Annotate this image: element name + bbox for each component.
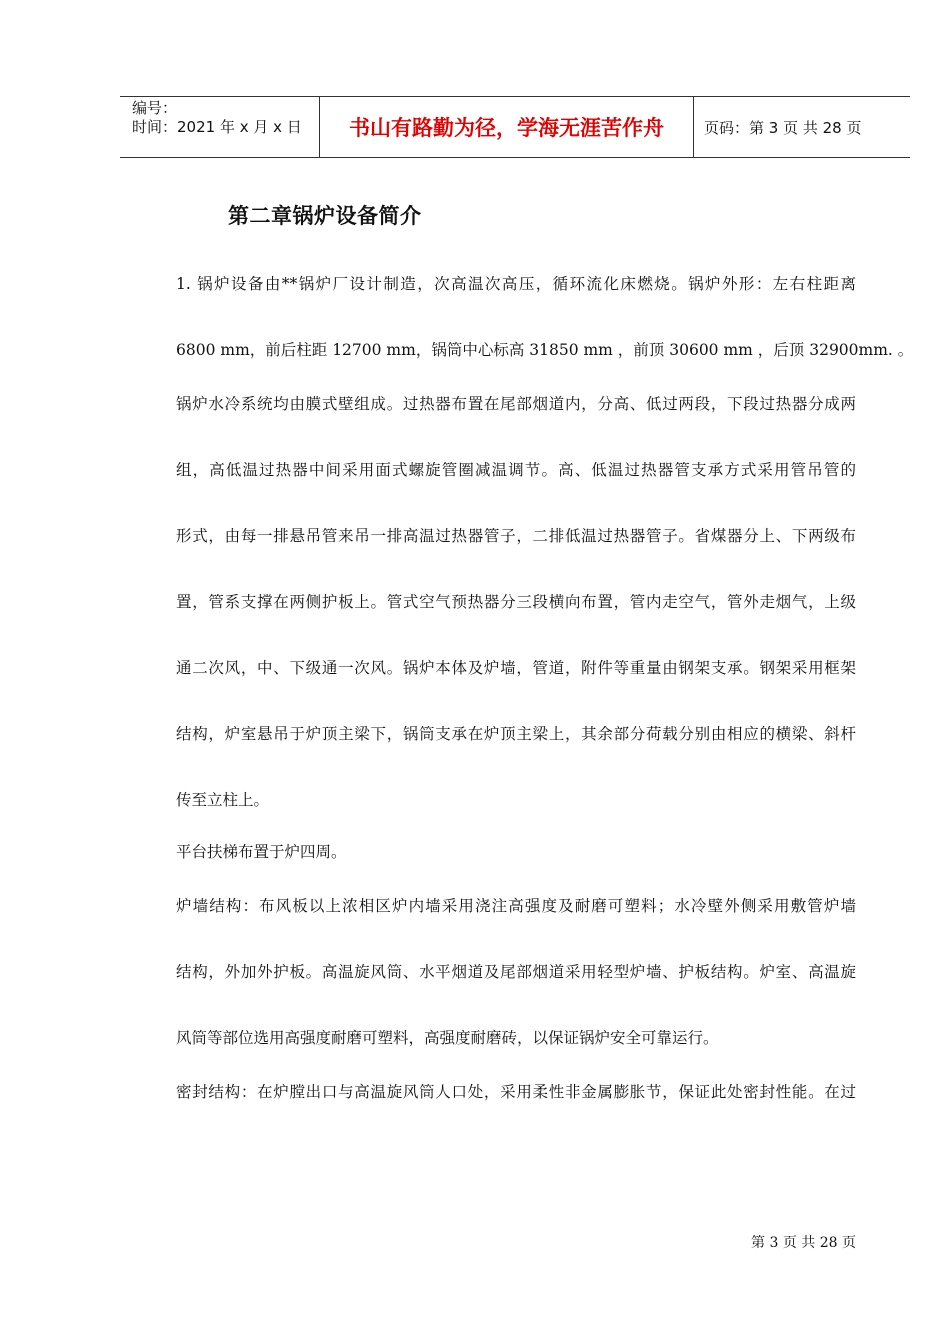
body-line: 通二次风，中、下级通一次风。锅炉本体及炉墙，管道，附件等重量由钢架支承。钢架采用框架: [176, 659, 856, 677]
body-line: 6800 mm，前后柱距 12700 mm，锅筒中心标高 31850 mm ，前顶 30600 mm ，后顶 32900mm. 。: [176, 341, 914, 359]
header-meta: [120, 97, 320, 157]
body-line: 锅炉水冷系统均由膜式壁组成。过热器布置在尾部烟道内，分高、低过两段，下段过热器分成两: [176, 395, 856, 413]
header-motto: 书山有路勤为径，学海无涯苦作舟: [320, 97, 694, 157]
body-line: 平台扶梯布置于炉四周。: [176, 843, 347, 861]
header-page-number: 页码：第 3 页 共 28 页: [704, 118, 862, 137]
document-time-label: 时间：2021 年 x 月 x 日: [132, 118, 302, 136]
chapter-title: 第二章锅炉设备简介: [228, 204, 422, 228]
page-header: [120, 96, 910, 158]
body-line: 传至立柱上。: [176, 791, 270, 809]
body-line: 组，高低温过热器中间采用面式螺旋管圈减温调节。高、低温过热器管支承方式采用管吊管的: [176, 461, 856, 479]
page-footer: 第 3 页 共 28 页: [751, 1235, 856, 1251]
body-line: 风筒等部位选用高强度耐磨可塑料，高强度耐磨砖，以保证锅炉安全可靠运行。: [176, 1029, 719, 1047]
body-line: 结构，外加外护板。高温旋风筒、水平烟道及尾部烟道采用轻型炉墙、护板结构。炉室、高温旋: [176, 963, 856, 981]
body-line: 密封结构：在炉膛出口与高温旋风筒人口处，采用柔性非金属膨胀节，保证此处密封性能。在过: [176, 1083, 856, 1101]
body-line: 炉墙结构：布风板以上浓相区炉内墙采用浇注高强度及耐磨可塑料；水冷壁外侧采用敷管炉墙: [176, 897, 856, 915]
body-line: 结构，炉室悬吊于炉顶主梁下，锅筒支承在炉顶主梁上，其余部分荷载分别由相应的横梁、斜杆: [176, 725, 856, 743]
body-line: 1. 锅炉设备由**锅炉厂设计制造，次高温次高压，循环流化床燃烧。锅炉外形：左右柱距离: [176, 275, 856, 293]
document-number-label: 编号：: [132, 99, 178, 117]
body-line: 形式，由每一排悬吊管来吊一排高温过热器管子，二排低温过热器管子。省煤器分上、下两级布: [176, 527, 856, 545]
body-line: 置，管系支撑在两侧护板上。管式空气预热器分三段横向布置，管内走空气，管外走烟气，上级: [176, 593, 856, 611]
